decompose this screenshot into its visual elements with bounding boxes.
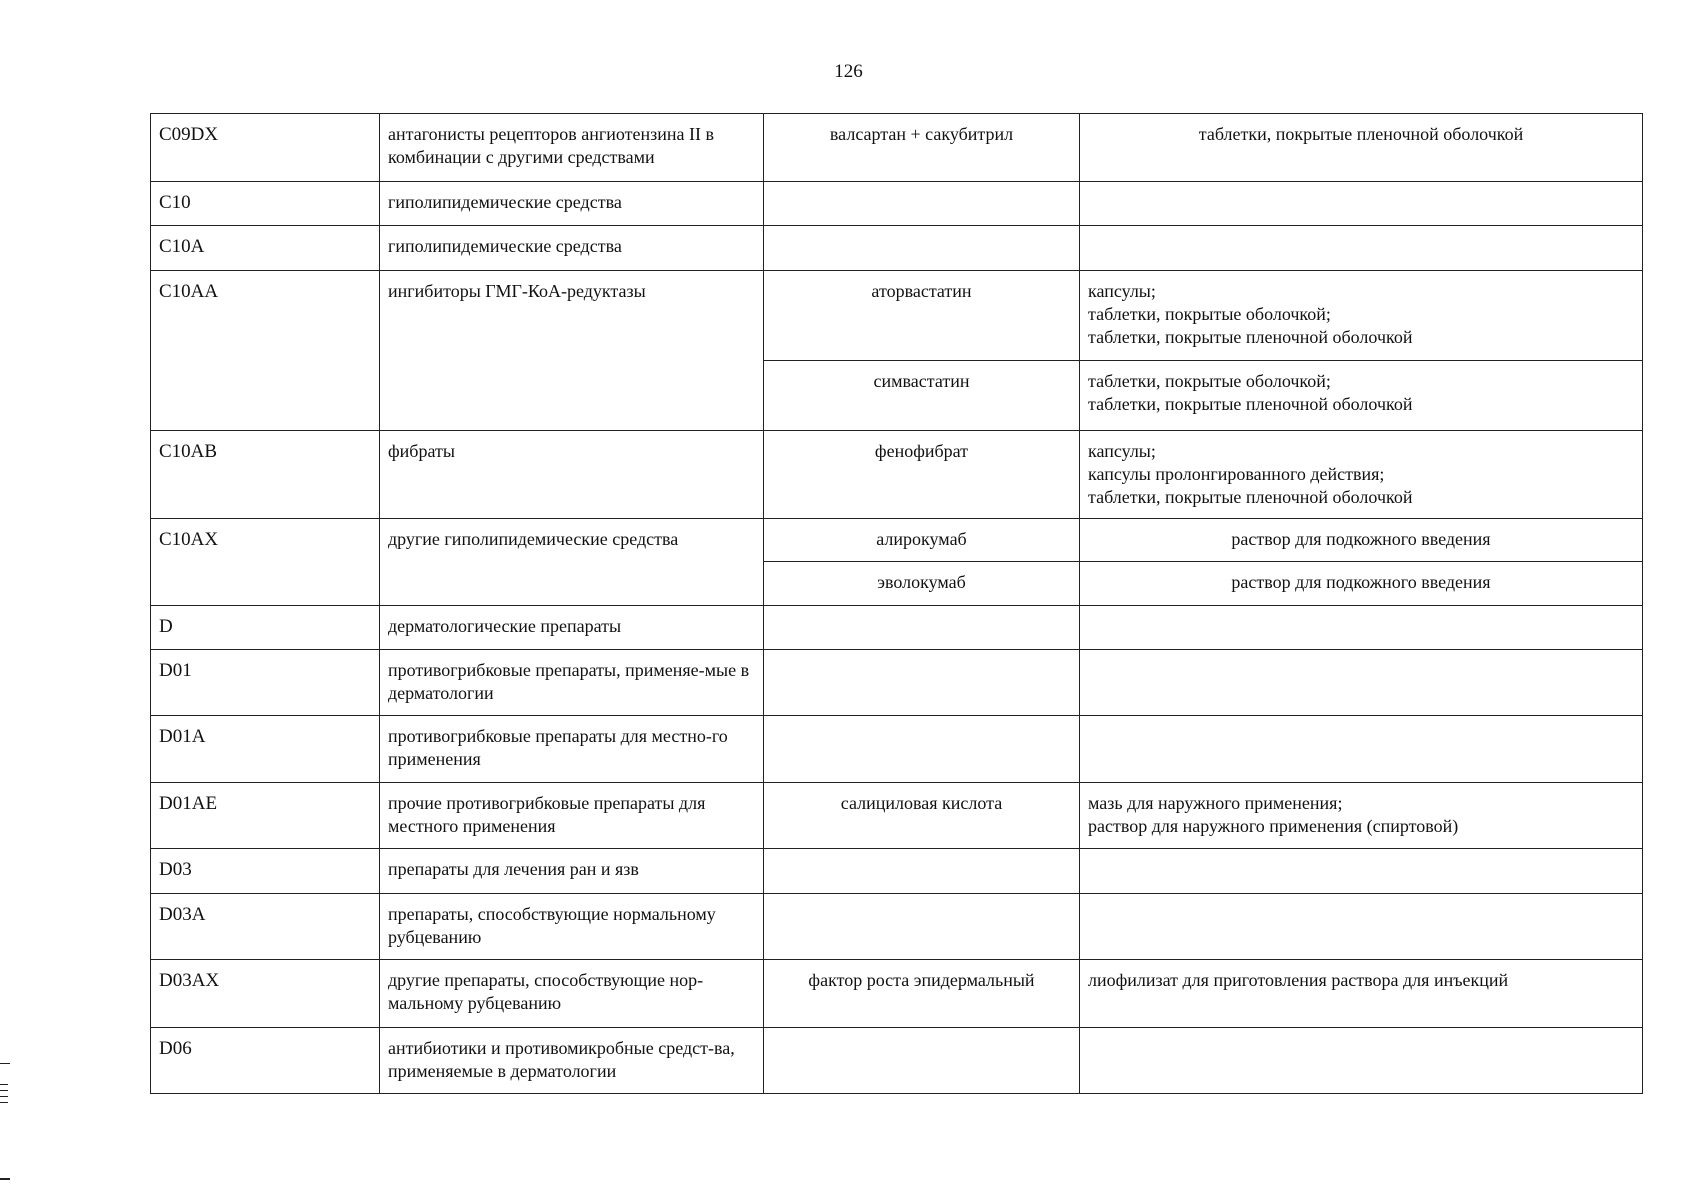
scan-margin-mark (0, 1084, 8, 1085)
page-number: 126 (834, 61, 863, 82)
group-name-cell: ингибиторы ГМГ-КоА-редуктазы (380, 271, 764, 431)
scan-margin-mark (0, 1178, 10, 1180)
dosage-form-cell (1080, 114, 1643, 182)
dosage-form-cell (1080, 519, 1643, 562)
table-row (151, 519, 1643, 562)
group-name-cell: другие гиполипидемические средства (380, 519, 764, 606)
drug-name-cell (764, 894, 1080, 960)
group-name-cell: гиполипидемические средства (380, 182, 764, 226)
drug-name-cell: эволокумаб (764, 562, 1080, 606)
group-name-cell: антагонисты рецепторов ангиотензина II в комбинации с другими средствами (380, 114, 764, 182)
dosage-form-line: капсулы пролонгированного действия; (1088, 464, 1385, 484)
group-name-cell: гиполипидемические средства (380, 226, 764, 271)
drug-name-cell (764, 650, 1080, 716)
atc-code-cell: D01 (151, 650, 380, 716)
dosage-form-line: лиофилизат для приготовления раствора для инъекций (1088, 970, 1509, 990)
dosage-form-cell (1080, 1028, 1643, 1094)
dosage-form-line: таблетки, покрытые пленочной оболочкой (1088, 327, 1413, 347)
table-row (151, 849, 1643, 894)
dosage-form-cell (1080, 182, 1643, 226)
group-name-cell: фибраты (380, 431, 764, 519)
dosage-form-line: капсулы; (1088, 281, 1156, 301)
group-name-cell: препараты, способствующие нормальному рубцеванию (380, 894, 764, 960)
table-row (151, 1028, 1643, 1094)
drug-name-cell (764, 182, 1080, 226)
atc-code-cell: D (151, 606, 380, 650)
atc-code-cell: C10A (151, 226, 380, 271)
drug-name-cell (764, 849, 1080, 894)
group-name-cell: другие препараты, способствующие нор-мальному рубцеванию (380, 960, 764, 1028)
table-row (151, 271, 1643, 361)
dosage-form-cell (1080, 606, 1643, 650)
drug-name-cell (764, 226, 1080, 271)
atc-code-cell: C10AX (151, 519, 380, 606)
dosage-form-cell (1080, 650, 1643, 716)
atc-code-cell: D03 (151, 849, 380, 894)
dosage-form-cell (1080, 361, 1643, 431)
atc-code-cell: C09DX (151, 114, 380, 182)
group-name-cell: дерматологические препараты (380, 606, 764, 650)
table-row (151, 716, 1643, 783)
table-row (151, 226, 1643, 271)
drug-name-cell (764, 1028, 1080, 1094)
scan-margin-mark (0, 1096, 8, 1097)
scan-margin-mark (0, 1063, 10, 1064)
dosage-form-cell (1080, 716, 1643, 783)
atc-code-cell: C10AA (151, 271, 380, 431)
dosage-form-line: таблетки, покрытые пленочной оболочкой (1198, 124, 1524, 144)
atc-code-cell: D01AE (151, 783, 380, 849)
drug-name-cell: аторвастатин (764, 271, 1080, 361)
dosage-form-line: раствор для подкожного введения (1231, 529, 1491, 549)
group-name-cell: противогрибковые препараты, применяе-мые в дерматологии (380, 650, 764, 716)
dosage-form-line: таблетки, покрытые оболочкой; (1088, 371, 1331, 391)
drug-name-cell (764, 606, 1080, 650)
atc-code-cell: C10 (151, 182, 380, 226)
table-row (151, 783, 1643, 849)
group-name-cell: прочие противогрибковые препараты для местного применения (380, 783, 764, 849)
drug-name-cell: салициловая кислота (764, 783, 1080, 849)
dosage-form-line: раствор для наружного применения (спиртовой) (1088, 816, 1459, 836)
scan-margin-mark (0, 1090, 8, 1091)
table-row (151, 606, 1643, 650)
dosage-form-cell (1080, 894, 1643, 960)
drug-name-cell: валсартан + сакубитрил (764, 114, 1080, 182)
dosage-form-cell (1080, 562, 1643, 606)
dosage-form-cell (1080, 849, 1643, 894)
scan-margin-mark (0, 1102, 8, 1103)
dosage-form-line: таблетки, покрытые пленочной оболочкой (1088, 487, 1413, 507)
dosage-form-cell (1080, 226, 1643, 271)
atc-code-cell: C10AB (151, 431, 380, 519)
table-row (151, 182, 1643, 226)
dosage-form-line: мазь для наружного применения; (1088, 793, 1343, 813)
drug-name-cell: фенофибрат (764, 431, 1080, 519)
drug-name-cell (764, 716, 1080, 783)
table-row (151, 960, 1643, 1028)
dosage-form-line: раствор для подкожного введения (1231, 572, 1491, 592)
group-name-cell: антибиотики и противомикробные средст-ва, применяемые в дерматологии (380, 1028, 764, 1094)
table-row (151, 431, 1643, 519)
drug-name-cell: фактор роста эпидермальный (764, 960, 1080, 1028)
drug-name-cell: симвастатин (764, 361, 1080, 431)
atc-code-cell: D06 (151, 1028, 380, 1094)
dosage-form-cell (1080, 783, 1643, 849)
atc-code-cell: D01A (151, 716, 380, 783)
dosage-form-line: капсулы; (1088, 441, 1156, 461)
dosage-form-cell (1080, 431, 1643, 519)
group-name-cell: противогрибковые препараты для местно-го применения (380, 716, 764, 783)
table-row (151, 114, 1643, 182)
atc-code-cell: D03A (151, 894, 380, 960)
dosage-form-line: таблетки, покрытые пленочной оболочкой (1088, 394, 1413, 414)
table-row (151, 894, 1643, 960)
dosage-form-line: таблетки, покрытые оболочкой; (1088, 304, 1331, 324)
atc-code-cell: D03AX (151, 960, 380, 1028)
drug-table (150, 113, 1643, 1094)
group-name-cell: препараты для лечения ран и язв (380, 849, 764, 894)
dosage-form-cell (1080, 271, 1643, 361)
drug-name-cell: алирокумаб (764, 519, 1080, 562)
table-row (151, 650, 1643, 716)
dosage-form-cell (1080, 960, 1643, 1028)
